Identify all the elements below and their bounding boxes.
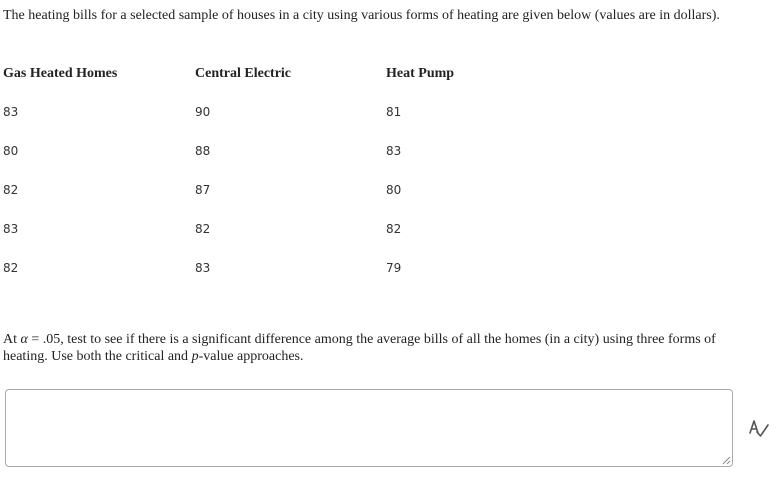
question-after-alpha: = .05, test to see if there is a significant difference among the average bills of all the homes (in a city) using three forms of heating. Use both the critical and: [3, 332, 716, 364]
question-end: -value approaches.: [198, 349, 304, 364]
table-row: [3, 104, 603, 143]
problem-intro: The heating bills for a selected sample of houses in a city using various forms of heating are given below (values are in dollars).: [3, 8, 720, 23]
p-letter: p: [191, 349, 199, 364]
table-header-row: [3, 66, 603, 104]
table-row: [3, 221, 603, 260]
table-cell: 80: [3, 144, 19, 158]
header-gas-heated-homes: Gas Heated Homes: [3, 66, 118, 81]
header-heat-pump: Heat Pump: [386, 66, 455, 81]
table-cell: 88: [195, 144, 211, 158]
table-row: [3, 143, 603, 182]
table-cell: 82: [195, 222, 211, 236]
alpha-symbol: α: [20, 332, 28, 347]
resize-grip-icon[interactable]: [721, 455, 731, 465]
table-row: [3, 182, 603, 221]
table-cell: 83: [386, 144, 402, 158]
table-cell: 82: [3, 183, 19, 197]
table-row: [3, 260, 603, 299]
table-cell: 87: [195, 183, 211, 197]
spell-check-icon[interactable]: [748, 418, 770, 438]
question-before-alpha: At: [3, 332, 21, 347]
table-cell: 83: [195, 261, 211, 275]
table-cell: 83: [3, 222, 19, 236]
table-cell: 79: [386, 261, 402, 275]
answer-textarea[interactable]: [5, 389, 733, 467]
table-cell: 80: [386, 183, 402, 197]
table-cell: 83: [3, 105, 19, 119]
header-central-electric: Central Electric: [195, 66, 292, 81]
heating-bills-table: [3, 66, 603, 299]
table-cell: 82: [3, 261, 19, 275]
table-cell: 90: [195, 105, 211, 119]
problem-question: [3, 331, 743, 365]
table-cell: 81: [386, 105, 402, 119]
table-cell: 82: [386, 222, 402, 236]
